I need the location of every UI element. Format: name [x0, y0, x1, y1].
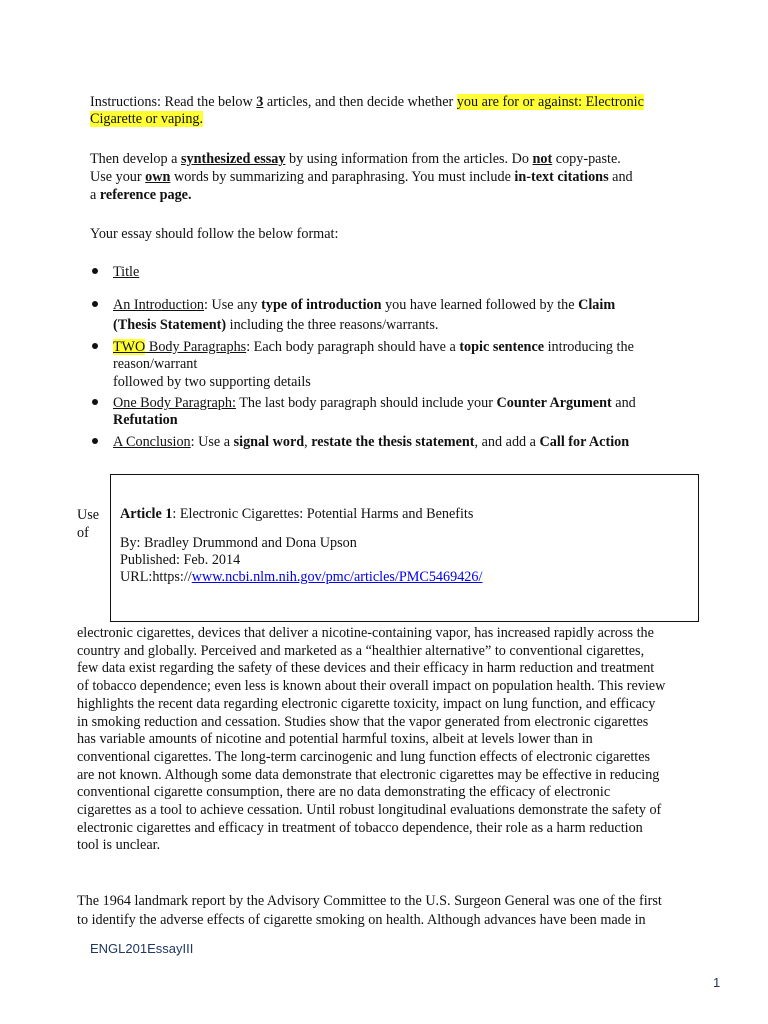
bullet-dot-icon — [92, 301, 98, 307]
bullet-title: Title — [113, 264, 140, 280]
paragraph-line: conventional cigarette consumption, there are no data demonstrating the efficacy of electronic — [77, 784, 611, 801]
paragraph-line: few data exist regarding the safety of these devices and their efficacy in harm reduction and treatment — [77, 660, 655, 677]
instructions-line-2 — [90, 111, 203, 128]
side-text-of: of — [77, 525, 89, 541]
highlighted-prompt-cont: Cigarette or vaping. — [90, 111, 204, 127]
instructions-line-1: Instructions: Read the below 3 articles, and then decide whether you are for or against: Electronic — [90, 94, 644, 110]
bullet-one-body-paragraph: One Body Paragraph: The last body paragraph should include your Counter Argument and — [113, 395, 636, 411]
page-number: 1 — [713, 975, 721, 990]
paragraph-line: are not known. Although some data demonstrate that electronic cigarettes may be effective in reducing — [77, 766, 660, 783]
bullet-one-body-paragraph-cont: Refutation — [113, 412, 178, 428]
side-text-use: Use — [77, 507, 100, 523]
article-url-link[interactable]: www.ncbi.nlm.nih.gov/pmc/articles/PMC5469426/ — [191, 569, 483, 585]
paragraph-line: conventional cigarettes. The long-term carcinogenic and lung function effects of electronic cigarettes — [77, 748, 651, 765]
bullet-introduction: An Introduction: Use any type of introduction you have learned followed by the Claim — [113, 297, 616, 313]
paragraph-line: in smoking reduction and cessation. Studies show that the vapor generated from electronic cigarettes — [77, 713, 649, 730]
article-published: Published: Feb. 2014 — [120, 552, 241, 568]
bullet-dot-icon — [92, 268, 98, 274]
paragraph-line: highlights the recent data regarding electronic cigarette toxicity, impact on lung function, and efficacy — [77, 695, 656, 712]
paragraph-line: electronic cigarettes and efficacy in treatment of tobacco dependence, their role as a harm reduction — [77, 819, 643, 836]
paragraph-line: cigarettes as a tool to achieve cessation. Until robust longitudinal evaluations demonstrate the safety of — [77, 802, 662, 818]
paragraph-line: country and globally. Perceived and marketed as a “healthier alternative” to conventional cigarettes, — [77, 642, 645, 659]
paragraph-line: electronic cigarettes, devices that deliver a nicotine-containing vapor, has increased rapidly across the — [77, 625, 654, 641]
article-authors: By: Bradley Drummond and Dona Upson — [120, 535, 357, 551]
highlighted-prompt: you are for or against: Electronic — [456, 94, 644, 110]
develop-line-1: Then develop a synthesized essay by using information from the articles. Do not copy-paste. — [90, 151, 621, 167]
article-url: URL:https://www.ncbi.nlm.nih.gov/pmc/articles/PMC5469426/ — [120, 569, 483, 585]
develop-line-3: a reference page. — [90, 187, 192, 203]
paragraph-line: The 1964 landmark report by the Advisory Committee to the U.S. Surgeon General was one of the first — [77, 893, 662, 909]
paragraph-line: of tobacco dependence; even less is known about their overall impact on population health. This review — [77, 678, 666, 695]
article-heading: Article 1: Electronic Cigarettes: Potential Harms and Benefits — [120, 506, 474, 522]
paragraph-line: has variable amounts of nicotine and potential harmful toxins, albeit at levels lower than in — [77, 731, 593, 748]
bullet-dot-icon — [92, 438, 98, 444]
bullet-body-paragraphs-cont2: followed by two supporting details — [113, 374, 311, 390]
bullet-body-paragraphs-cont: reason/warrant — [113, 356, 198, 372]
bullet-conclusion: A Conclusion: Use a signal word, restate the thesis statement, and add a Call for Action — [113, 434, 630, 450]
bullet-body-paragraphs: TWO Body Paragraphs: Each body paragraph should have a topic sentence introducing the — [113, 339, 634, 355]
bullet-dot-icon — [92, 343, 98, 349]
format-intro: Your essay should follow the below format: — [90, 226, 339, 242]
document-footer: ENGL201EssayIII — [90, 941, 194, 956]
bullet-introduction-cont: (Thesis Statement) including the three reasons/warrants. — [113, 317, 439, 333]
paragraph-line: to identify the adverse effects of cigarette smoking on health. Although advances have been made in — [77, 912, 646, 928]
bullet-dot-icon — [92, 399, 98, 405]
paragraph-line: tool is unclear. — [77, 837, 161, 854]
develop-line-2: Use your own words by summarizing and paraphrasing. You must include in-text citations and — [90, 169, 633, 185]
article-count: 3 — [256, 94, 264, 110]
